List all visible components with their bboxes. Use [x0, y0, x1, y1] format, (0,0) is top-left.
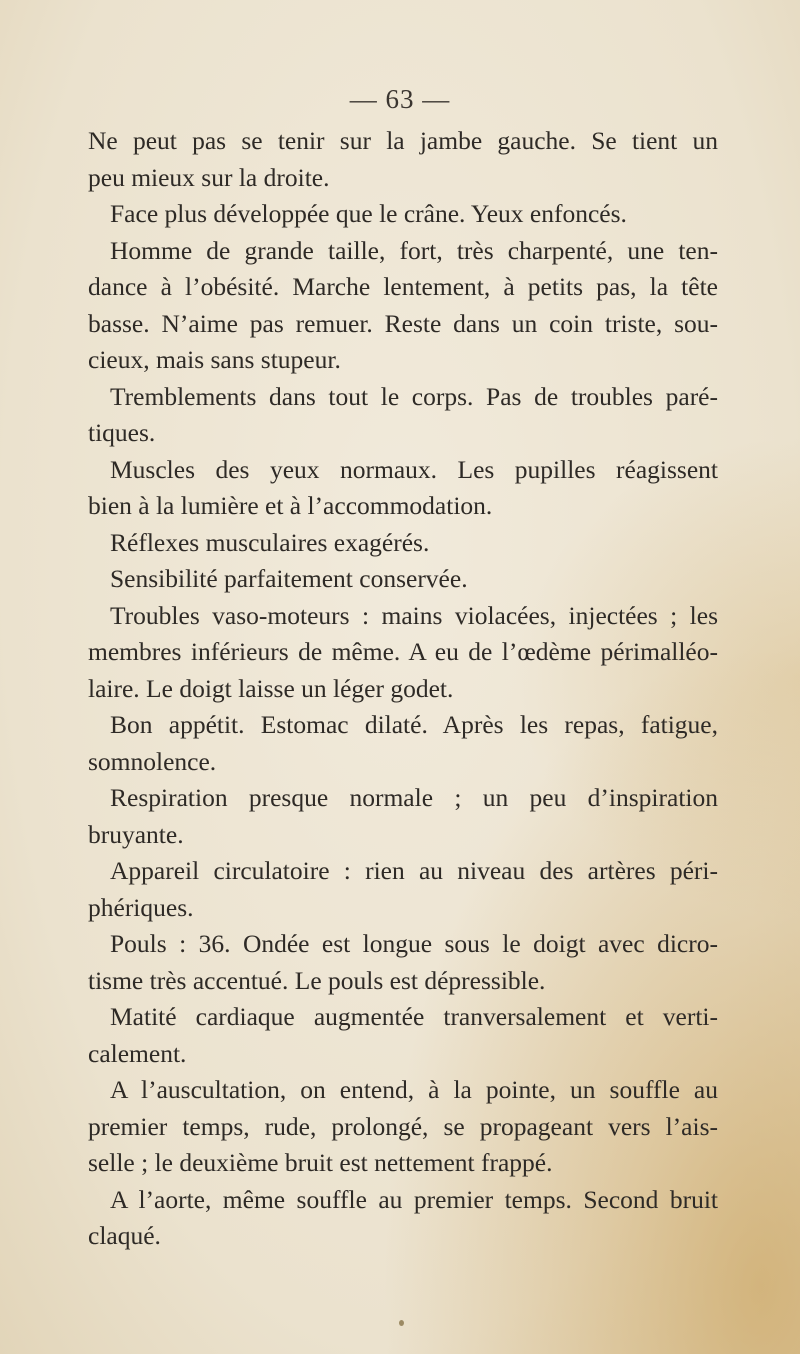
text-line: calement. [88, 1038, 187, 1068]
text-line: peu mieux sur la droite. [88, 162, 330, 192]
text-line: Pouls : 36. Ondée est longue sous le doigt avec dicro- [110, 929, 718, 958]
text-line: Appareil circulatoire : rien au niveau des artères péri- [110, 856, 718, 885]
text-line: A l’aorte, même souffle au premier temps. Second bruit [110, 1184, 718, 1214]
text-line: basse. N’aime pas remuer. Reste dans un coin triste, sou- [88, 308, 718, 338]
text-line: Troubles vaso-moteurs : mains violacées, injectées ; les [110, 600, 718, 630]
text-line: Respiration presque normale ; un peu d’inspiration [110, 783, 718, 812]
text-line: Réflexes musculaires exagérés. [110, 527, 430, 557]
text-line: bien à la lumière et à l’accommodation. [88, 491, 493, 520]
ink-speck [399, 1320, 404, 1326]
text-line: tiques. [88, 418, 156, 447]
text-line: dance à l’obésité. Marche lentement, à petits pas, la tête [88, 272, 718, 301]
text-line: tisme très accentué. Le pouls est dépressible. [88, 965, 546, 995]
text-line: Matité cardiaque augmentée tranversalement et verti- [110, 1002, 718, 1031]
text-line: Sensibilité parfaitement conservée. [110, 564, 468, 593]
text-line: Face plus développée que le crâne. Yeux enfoncés. [110, 199, 627, 228]
text-line: selle ; le deuxième bruit est nettement frappé. [88, 1148, 553, 1177]
body-text [88, 123, 718, 1255]
text-line: premier temps, rude, prolongé, se propageant vers l’ais- [88, 1111, 718, 1141]
text-line: bruyante. [88, 819, 184, 849]
text-line: Muscles des yeux normaux. Les pupilles réagissent [110, 454, 718, 484]
text-line: membres inférieurs de même. A eu de l’œdème périmalléo- [88, 637, 718, 666]
text-line: Tremblements dans tout le corps. Pas de troubles paré- [110, 381, 718, 411]
text-line: claqué. [88, 1221, 161, 1250]
text-line: Ne peut pas se tenir sur la jambe gauche. Se tient un [88, 126, 718, 155]
text-line: laire. Le doigt laisse un léger godet. [88, 673, 454, 703]
text-line: Homme de grande taille, fort, très charpenté, une ten- [110, 235, 718, 265]
page-number: — 63 — [349, 84, 451, 114]
text-line: phériques. [88, 892, 194, 922]
text-line: Bon appétit. Estomac dilaté. Après les repas, fatigue, [110, 710, 718, 739]
text-line: cieux, mais sans stupeur. [88, 345, 341, 374]
text-line: somnolence. [88, 746, 217, 776]
text-line: A l’auscultation, on entend, à la pointe, un souffle au [110, 1075, 718, 1104]
